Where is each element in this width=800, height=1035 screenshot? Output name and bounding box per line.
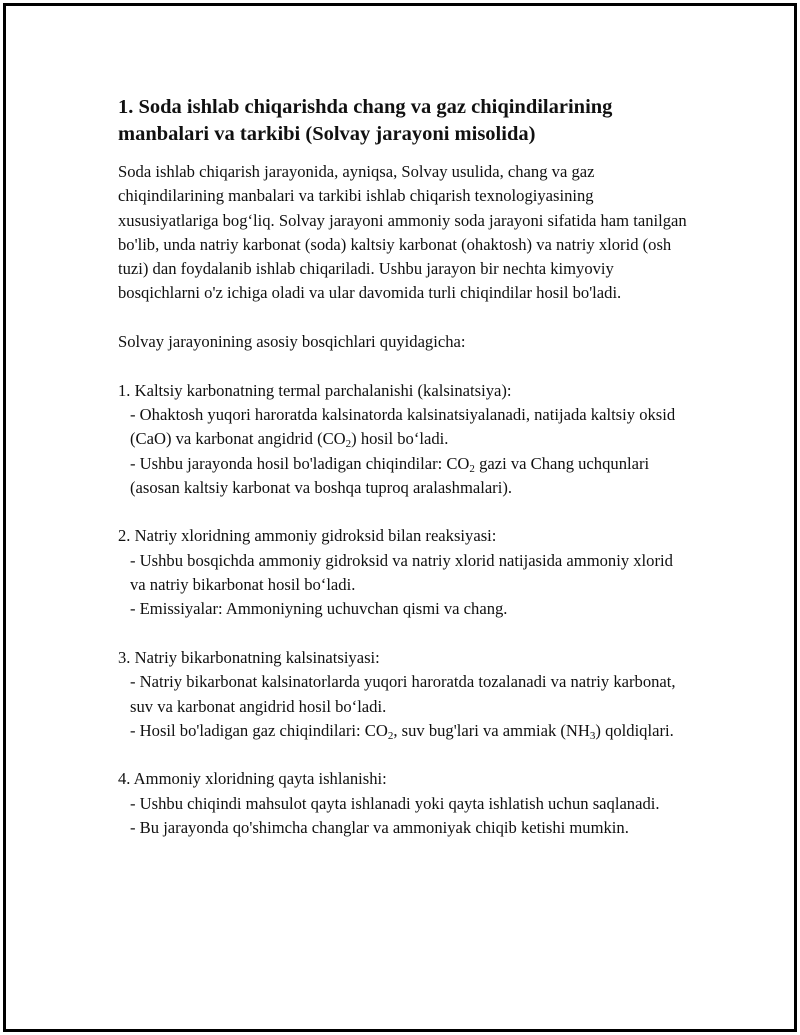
step3-bullet1: - Natriy bikarbonat kalsinatorlarda yuqori haroratda tozalanadi va natriy karbonat, suv va karbonat angidrid hosil bo‘ladi. [130, 672, 676, 716]
step4-bullet2: - Bu jarayonda qo'shimcha changlar va ammoniyak chiqib ketishi mumkin. [130, 818, 629, 838]
document-body [118, 94, 688, 840]
step3-title: 3. Natriy bikarbonatning kalsinatsiyasi: [118, 647, 380, 667]
section-heading: 1. Soda ishlab chiqarishda chang va gaz chiqindilarining manbalari va tarkibi (Solvay jarayoni misolida) [118, 96, 613, 145]
stages-intro: Solvay jarayonining asosiy bosqichlari quyidagicha: [118, 332, 466, 352]
intro-paragraph: Soda ishlab chiqarish jarayonida, ayniqsa, Solvay usulida, chang va gaz chiqindilarining manbalari va tarkibi ishlab chiqarish texnologiyasining xususiyatlariga bog‘liq. Solvay jarayoni ammoniy soda jarayoni sifatida ham tanilgan bo'lib, unda natriy karbonat (soda) kaltsiy karbonat (ohaktosh) va natriy xlorid (osh tuzi) dan foydalanib ishlab chiqariladi. Ushbu jarayon bir nechta kimyoviy bosqichlarni o'z ichiga oladi va ular davomida turli chiqindilar hosil bo'ladi. [118, 162, 687, 303]
paragraph-gap [118, 500, 688, 524]
step4-bullet1: - Ushbu chiqindi mahsulot qayta ishlanadi yoki qayta ishlatish uchun saqlanadi. [130, 793, 660, 813]
step1-bullet2: - Ushbu jarayonda hosil bo'ladigan chiqindilar: $CO_2$ gazi va Chang uchqunlari (asosan kaltsiy karbonat va boshqa tuproq aralashmalari). [130, 453, 650, 497]
paragraph-gap [118, 743, 688, 767]
paragraph-gap [118, 622, 688, 646]
step1-title: 1. Kaltsiy karbonatning termal parchalanishi (kalsinatsiya): [118, 380, 512, 400]
paragraph-gap [118, 354, 688, 378]
step2-title: 2. Natriy xloridning ammoniy gidroksid bilan reaksiyasi: [118, 526, 497, 546]
paragraph-gap [118, 306, 688, 330]
step2-bullet2: - Emissiyalar: Ammoniyning uchuvchan qismi va chang. [130, 599, 508, 619]
step4-title: 4. Ammoniy xloridning qayta ishlanishi: [118, 769, 387, 789]
step2-bullet1: - Ushbu bosqichda ammoniy gidroksid va natriy xlorid natijasida ammoniy xlorid va natriy bikarbonat hosil bo‘ladi. [130, 550, 673, 595]
step3-bullet2: - Hosil bo'ladigan gaz chiqindilari: $CO_2$, suv bug'lari va ammiak $(NH_3)$ qoldiqlari. [130, 720, 674, 742]
step1-bullet1: - Ohaktosh yuqori haroratda kalsinatorda kalsinatsiyalanadi, natijada kaltsiy oksid (CaO) va karbonat angidrid $(CO_2)$ hosil bo‘ladi. [130, 404, 676, 451]
